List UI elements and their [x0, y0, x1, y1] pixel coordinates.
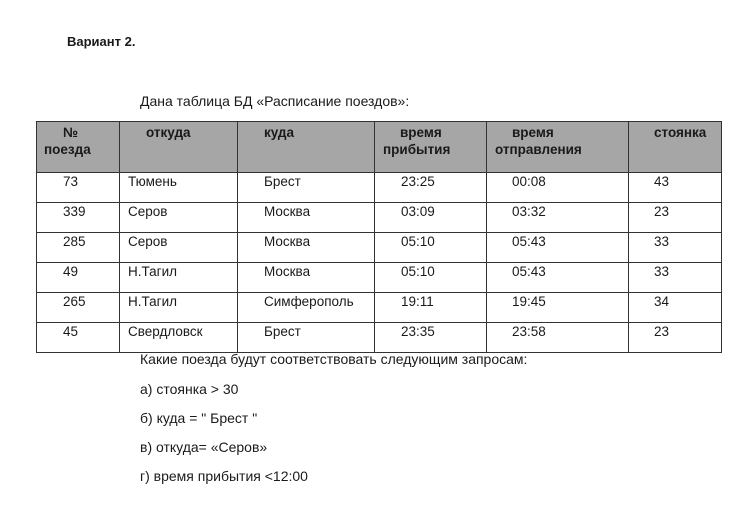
cell-stop: 43: [629, 173, 722, 203]
cell-stop: 23: [629, 203, 722, 233]
cell-to: Москва: [238, 233, 375, 263]
cell-to: Брест: [238, 173, 375, 203]
header-stop-label: стоянка: [654, 125, 707, 140]
header-departure-time: [487, 122, 629, 173]
table-row: [37, 173, 722, 203]
header-train-number-line1: №: [63, 125, 79, 140]
cell-arrival: 23:35: [375, 323, 487, 353]
cell-train-number: 339: [37, 203, 120, 233]
cell-from: Н.Тагил: [120, 293, 238, 323]
question-intro: Какие поезда будут соответствовать следующим запросам:: [140, 351, 528, 367]
header-from: [120, 122, 238, 173]
table-row: [37, 203, 722, 233]
table-row: [37, 263, 722, 293]
cell-arrival: 05:10: [375, 263, 487, 293]
cell-to: Москва: [238, 263, 375, 293]
cell-from: Серов: [120, 203, 238, 233]
cell-departure: 00:08: [487, 173, 629, 203]
table-row: [37, 293, 722, 323]
header-train-number: [37, 122, 120, 173]
header-arrival-line2: прибытия: [383, 142, 451, 157]
table-row: [37, 323, 722, 353]
cell-from: Серов: [120, 233, 238, 263]
header-stop: [629, 122, 722, 173]
cell-departure: 19:45: [487, 293, 629, 323]
table-caption: Дана таблица БД «Расписание поездов»:: [140, 93, 410, 109]
table-header-row: [37, 122, 722, 173]
query-item: в) откуда= «Серов»: [140, 439, 268, 455]
header-to: [238, 122, 375, 173]
header-train-number-line2: поезда: [44, 142, 91, 157]
cell-to: Брест: [238, 323, 375, 353]
cell-train-number: 73: [37, 173, 120, 203]
query-item: а) стоянка > 30: [140, 381, 239, 397]
cell-train-number: 285: [37, 233, 120, 263]
cell-arrival: 03:09: [375, 203, 487, 233]
cell-stop: 34: [629, 293, 722, 323]
cell-train-number: 45: [37, 323, 120, 353]
cell-to: Симферополь: [238, 293, 375, 323]
header-departure-line1: время: [512, 125, 554, 140]
query-item: б) куда = " Брест ": [140, 410, 258, 426]
cell-departure: 03:32: [487, 203, 629, 233]
cell-stop: 33: [629, 263, 722, 293]
cell-stop: 33: [629, 233, 722, 263]
cell-departure: 05:43: [487, 233, 629, 263]
cell-to: Москва: [238, 203, 375, 233]
cell-train-number: 49: [37, 263, 120, 293]
schedule-table: [36, 121, 722, 353]
cell-departure: 23:58: [487, 323, 629, 353]
header-to-label: куда: [264, 125, 295, 140]
variant-title: Вариант 2.: [67, 34, 136, 49]
header-departure-line2: отправления: [495, 142, 582, 157]
cell-arrival: 23:25: [375, 173, 487, 203]
cell-stop: 23: [629, 323, 722, 353]
header-arrival-time: [375, 122, 487, 173]
cell-train-number: 265: [37, 293, 120, 323]
cell-from: Свердловск: [120, 323, 238, 353]
header-arrival-line1: время: [400, 125, 442, 140]
query-item: г) время прибытия <12:00: [140, 468, 308, 484]
cell-from: Н.Тагил: [120, 263, 238, 293]
header-from-label: откуда: [146, 125, 191, 140]
cell-departure: 05:43: [487, 263, 629, 293]
table-row: [37, 233, 722, 263]
cell-arrival: 05:10: [375, 233, 487, 263]
cell-arrival: 19:11: [375, 293, 487, 323]
cell-from: Тюмень: [120, 173, 238, 203]
